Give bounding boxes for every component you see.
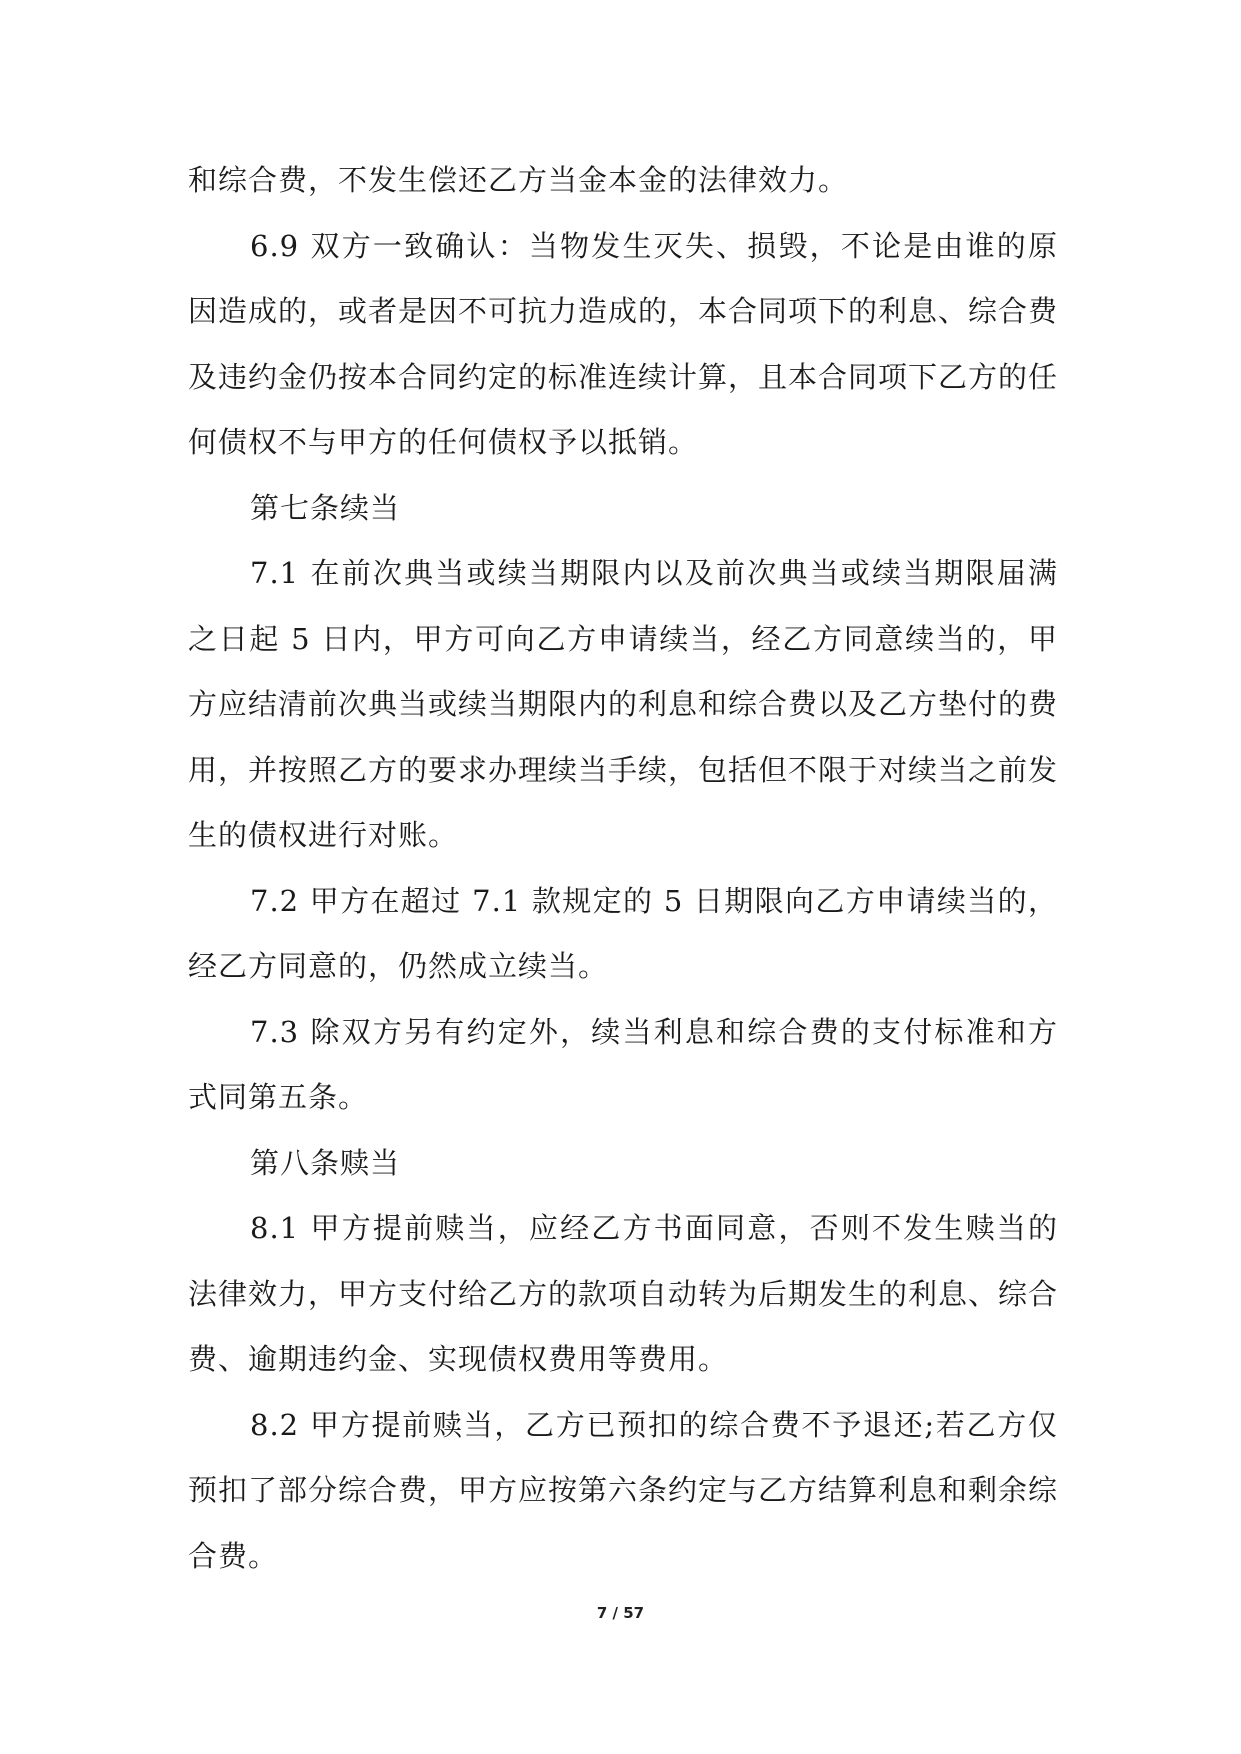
document-body — [188, 148, 1058, 1589]
paragraph-clause-7-2: 7.2 甲方在超过 7.1 款规定的 5 日期限向乙方申请续当的，经乙方同意的，仍然成立续当。 — [188, 883, 1058, 983]
paragraph-clause-6-9: 6.9 双方一致确认：当物发生灭失、损毁，不论是由谁的原因造成的，或者是因不可抗力造成的，本合同项下的利息、综合费及违约金仍按本合同约定的标准连续计算，且本合同项下乙方的任何债权不与甲方的任何债权予以抵销。 — [188, 228, 1059, 459]
paragraph-clause-7-3: 7.3 除双方另有约定外，续当利息和综合费的支付标准和方式同第五条。 — [188, 1014, 1058, 1114]
paragraph-clause-8-1: 8.1 甲方提前赎当，应经乙方书面同意，否则不发生赎当的法律效力，甲方支付给乙方的款项自动转为后期发生的利息、综合费、逾期违约金、实现债权费用等费用。 — [188, 1211, 1059, 1376]
paragraph-clause-8-2: 8.2 甲方提前赎当，乙方已预扣的综合费不予退还;若乙方仅预扣了部分综合费，甲方应按第六条约定与乙方结算利息和剩余综合费。 — [188, 1407, 1059, 1573]
page-number: 7 / 57 — [596, 1604, 645, 1622]
heading-article-7: 第七条续当 — [250, 490, 401, 525]
paragraph-clause-7-1: 7.1 在前次典当或续当期限内以及前次典当或续当期限届满之日起 5 日内，甲方可向乙方申请续当，经乙方同意续当的，甲方应结清前次典当或续当期限内的利息和综合费以及乙方垫付的费用，并按照乙方的要求办理续当手续，包括但不限于对续当之前发生的债权进行对账。 — [188, 556, 1059, 852]
paragraph-continuation: 和综合费，不发生偿还乙方当金本金的法律效力。 — [188, 163, 849, 197]
heading-article-8: 第八条赎当 — [250, 1145, 401, 1180]
